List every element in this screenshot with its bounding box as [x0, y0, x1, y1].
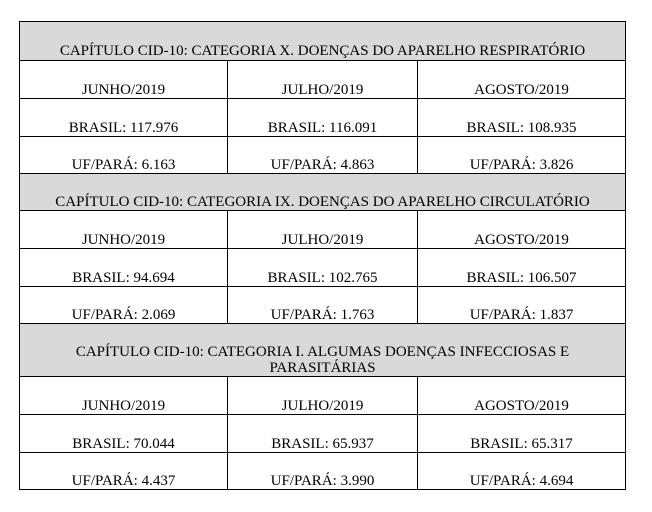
brasil-row — [20, 99, 626, 137]
brasil-value-cell: BRASIL: 65.937 — [228, 415, 418, 453]
section-header-row — [20, 22, 626, 61]
para-value-cell: UF/PARÁ: 3.826 — [418, 137, 626, 174]
para-value-cell: UF/PARÁ: 6.163 — [20, 137, 228, 174]
para-value-cell: UF/PARÁ: 3.990 — [228, 453, 418, 490]
month-cell: JUNHO/2019 — [20, 377, 228, 415]
section-title-circulatory: CAPÍTULO CID-10: CATEGORIA IX. DOENÇAS DO APARELHO CIRCULATÓRIO — [20, 174, 626, 211]
para-row — [20, 137, 626, 174]
para-value-cell: UF/PARÁ: 2.069 — [20, 287, 228, 324]
month-cell: AGOSTO/2019 — [418, 61, 626, 99]
months-row — [20, 61, 626, 99]
brasil-value-cell: BRASIL: 117.976 — [20, 99, 228, 137]
brasil-value-cell: BRASIL: 108.935 — [418, 99, 626, 137]
month-cell: AGOSTO/2019 — [418, 377, 626, 415]
section-header-row — [20, 174, 626, 211]
month-cell: JUNHO/2019 — [20, 61, 228, 99]
brasil-value-cell: BRASIL: 116.091 — [228, 99, 418, 137]
brasil-row — [20, 415, 626, 453]
month-cell: JULHO/2019 — [228, 211, 418, 249]
month-cell: AGOSTO/2019 — [418, 211, 626, 249]
brasil-value-cell: BRASIL: 70.044 — [20, 415, 228, 453]
para-value-cell: UF/PARÁ: 1.763 — [228, 287, 418, 324]
month-cell: JUNHO/2019 — [20, 211, 228, 249]
para-row — [20, 453, 626, 490]
month-cell: JULHO/2019 — [228, 377, 418, 415]
months-row — [20, 211, 626, 249]
section-header-row — [20, 324, 626, 377]
document-page — [19, 21, 625, 490]
para-value-cell: UF/PARÁ: 4.437 — [20, 453, 228, 490]
brasil-value-cell: BRASIL: 102.765 — [228, 249, 418, 287]
month-cell: JULHO/2019 — [228, 61, 418, 99]
section-title-infectious: CAPÍTULO CID-10: CATEGORIA I. ALGUMAS DOENÇAS INFECCIOSAS E PARASITÁRIAS — [20, 324, 626, 377]
para-value-cell: UF/PARÁ: 4.863 — [228, 137, 418, 174]
section-title-respiratory: CAPÍTULO CID-10: CATEGORIA X. DOENÇAS DO APARELHO RESPIRATÓRIO — [20, 22, 626, 61]
months-row — [20, 377, 626, 415]
brasil-row — [20, 249, 626, 287]
para-value-cell: UF/PARÁ: 4.694 — [418, 453, 626, 490]
brasil-value-cell: BRASIL: 65.317 — [418, 415, 626, 453]
brasil-value-cell: BRASIL: 94.694 — [20, 249, 228, 287]
cid10-statistics-table — [19, 21, 626, 490]
brasil-value-cell: BRASIL: 106.507 — [418, 249, 626, 287]
para-row — [20, 287, 626, 324]
para-value-cell: UF/PARÁ: 1.837 — [418, 287, 626, 324]
